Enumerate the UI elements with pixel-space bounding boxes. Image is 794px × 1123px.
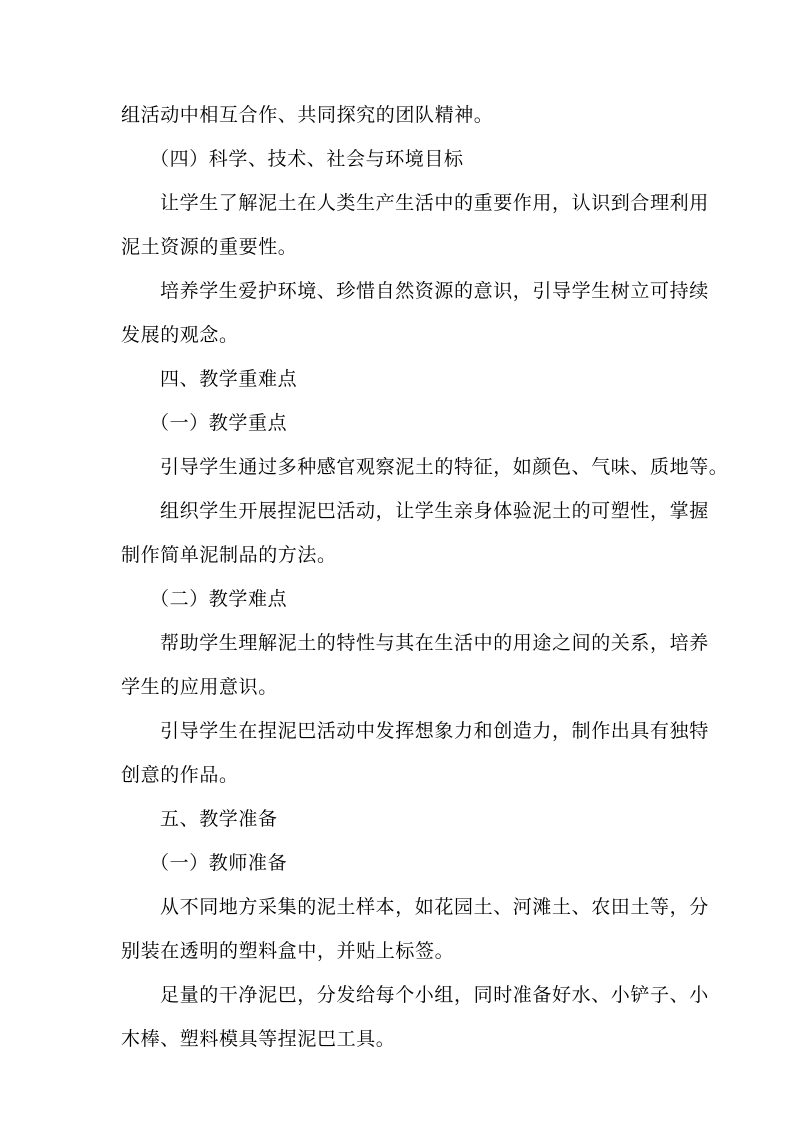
text-line: 帮助学生理解泥土的特性与其在生活中的用途之间的关系，培养 xyxy=(160,632,709,654)
text-line: 引导学生在捏泥巴活动中发挥想象力和创造力，制作出具有独特 xyxy=(160,720,709,742)
subsection-heading: （一）教师准备 xyxy=(150,852,288,874)
text-line: 泥土资源的重要性。 xyxy=(121,236,298,258)
text-line: 引导学生通过多种感官观察泥土的特征，如颜色、气味、质地等。 xyxy=(160,456,729,478)
text-line: 足量的干净泥巴，分发给每个小组，同时准备好水、小铲子、小 xyxy=(160,984,709,1006)
section-heading: 四、教学重难点 xyxy=(160,368,298,390)
text-line: 让学生了解泥土在人类生产生活中的重要作用，认识到合理利用 xyxy=(160,192,709,214)
section-heading: 五、教学准备 xyxy=(160,808,278,830)
text-line: 从不同地方采集的泥土样本，如花园土、河滩土、农田土等，分 xyxy=(160,896,709,918)
text-line: 别装在透明的塑料盒中，并贴上标签。 xyxy=(121,940,455,962)
text-line: 创意的作品。 xyxy=(121,764,239,786)
text-line: 木棒、塑料模具等捏泥巴工具。 xyxy=(121,1028,396,1050)
text-line: 组织学生开展捏泥巴活动，让学生亲身体验泥土的可塑性，掌握 xyxy=(160,500,709,522)
text-line: 学生的应用意识。 xyxy=(121,676,278,698)
subsection-heading: （二）教学难点 xyxy=(150,588,288,610)
text-line: 制作简单泥制品的方法。 xyxy=(121,544,337,566)
subsection-heading: （一）教学重点 xyxy=(150,412,288,434)
text-line: 组活动中相互合作、共同探究的团队精神。 xyxy=(121,104,494,126)
subsection-heading: （四）科学、技术、社会与环境目标 xyxy=(150,148,464,170)
text-line: 培养学生爱护环境、珍惜自然资源的意识，引导学生树立可持续 xyxy=(160,280,709,302)
text-line: 发展的观念。 xyxy=(121,324,239,346)
